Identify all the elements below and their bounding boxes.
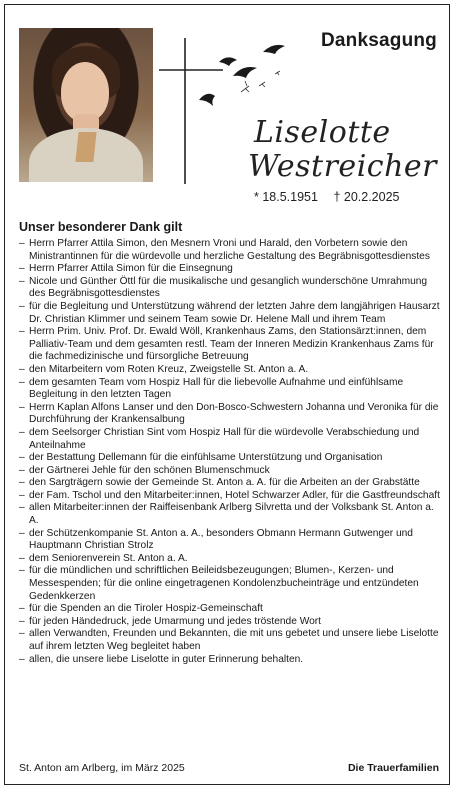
thanks-list bbox=[19, 238, 444, 666]
list-item: – für jeden Händedruck, jede Umarmung und jedes tröstende Wort bbox=[19, 616, 444, 629]
list-item: – für die Spenden an die Tiroler Hospiz-Gemeinschaft bbox=[19, 603, 444, 616]
list-item: – allen, die unsere liebe Liselotte in guter Erinnerung behalten. bbox=[19, 654, 444, 667]
portrait-photo bbox=[19, 28, 153, 182]
first-name: Liselotte bbox=[254, 115, 391, 150]
list-item: – dem Seelsorger Christian Sint vom Hospiz Hall für die würdevolle Verabschiedung und Anteilnahme bbox=[19, 427, 444, 452]
portrait-face bbox=[61, 62, 109, 122]
list-item: – allen Mitarbeiter:innen der Raiffeisenbank Arlberg Silvretta und der Volksbank St. Anton a. A. bbox=[19, 502, 444, 527]
list-item: – Herrn Pfarrer Attila Simon, den Mesnern Vroni und Harald, den Vorbetern sowie den Ministrantinnen für die würdevolle und herzliche Gestaltung des Begräbnisgottesdienstes bbox=[19, 238, 444, 263]
signature: Die Trauerfamilien bbox=[347, 762, 439, 774]
list-item: – den Sargträgern sowie der Gemeinde St. Anton a. A. für die Arbeiten an der Grabstätte bbox=[19, 477, 444, 490]
deceased-name bbox=[248, 116, 438, 184]
list-item: – der Schützenkompanie St. Anton a. A., besonders Obmann Hermann Gutwenger und Hauptmann Christian Strolz bbox=[19, 528, 444, 553]
list-item: – der Fam. Tschol und den Mitarbeiter:innen, Hotel Schwarzer Adler, für die Gastfreundschaft bbox=[19, 490, 444, 503]
page-title: Danksagung bbox=[320, 30, 437, 51]
list-item: – Nicole und Günther Öttl für die musikalische und gesanglich wunderschöne Umrahmung des Begräbnisgottesdienstes bbox=[19, 276, 444, 301]
thanks-heading: Unser besonderer Dank gilt bbox=[19, 220, 183, 234]
list-item: – dem Seniorenverein St. Anton a. A. bbox=[19, 553, 444, 566]
list-item: – Herrn Prim. Univ. Prof. Dr. Ewald Wöll, Krankenhaus Zams, den Stationsärzt:innen, dem Palliativ-Team und dem gesamten restl. Team der Inneren Medizin Krankenhaus Zams für die fachmedizinische und fürsorgliche Betreuung bbox=[19, 326, 444, 364]
life-dates bbox=[254, 190, 411, 204]
last-name: Westreicher bbox=[248, 149, 438, 184]
portrait-shirt bbox=[75, 132, 96, 162]
list-item: – der Gärtnerei Jehle für den schönen Blumenschmuck bbox=[19, 465, 444, 478]
list-item: – der Bestattung Dellemann für die einfühlsame Unterstützung und Organisation bbox=[19, 452, 444, 465]
list-item: – für die mündlichen und schriftlichen Beileidsbezeugungen; Blumen-, Kerzen- und Messespenden; für die online eingetragenen Kondolenzbucheinträge und entzündeten Gedenkkerzen bbox=[19, 565, 444, 603]
list-item: – den Mitarbeitern vom Roten Kreuz, Zweigstelle St. Anton a. A. bbox=[19, 364, 444, 377]
bird-icon bbox=[199, 45, 285, 106]
birth-date: * 18.5.1951 bbox=[254, 190, 318, 204]
list-item: – dem gesamten Team vom Hospiz Hall für die liebevolle Aufnahme und einfühlsame Begleitung in den letzten Tagen bbox=[19, 377, 444, 402]
list-item: – allen Verwandten, Freunden und Bekannten, die mit uns gebetet und unsere liebe Liselotte auf ihrem letzten Weg begleitet haben bbox=[19, 628, 444, 653]
list-item: – für die Begleitung und Unterstützung während der letzten Jahre dem langjährigen Hausarzt Dr. Christian Klimmer und seinem Team sowie Dr. Helene Mall und ihrem Team bbox=[19, 301, 444, 326]
death-date: † 20.2.2025 bbox=[333, 190, 400, 204]
list-item: – Herrn Kaplan Alfons Lanser und den Don-Bosco-Schwestern Johanna und Veronika für die Durchführung der Krankensalbung bbox=[19, 402, 444, 427]
place-and-date: St. Anton am Arlberg, im März 2025 bbox=[19, 762, 185, 774]
list-item: – Herrn Pfarrer Attila Simon für die Einsegnung bbox=[19, 263, 444, 276]
